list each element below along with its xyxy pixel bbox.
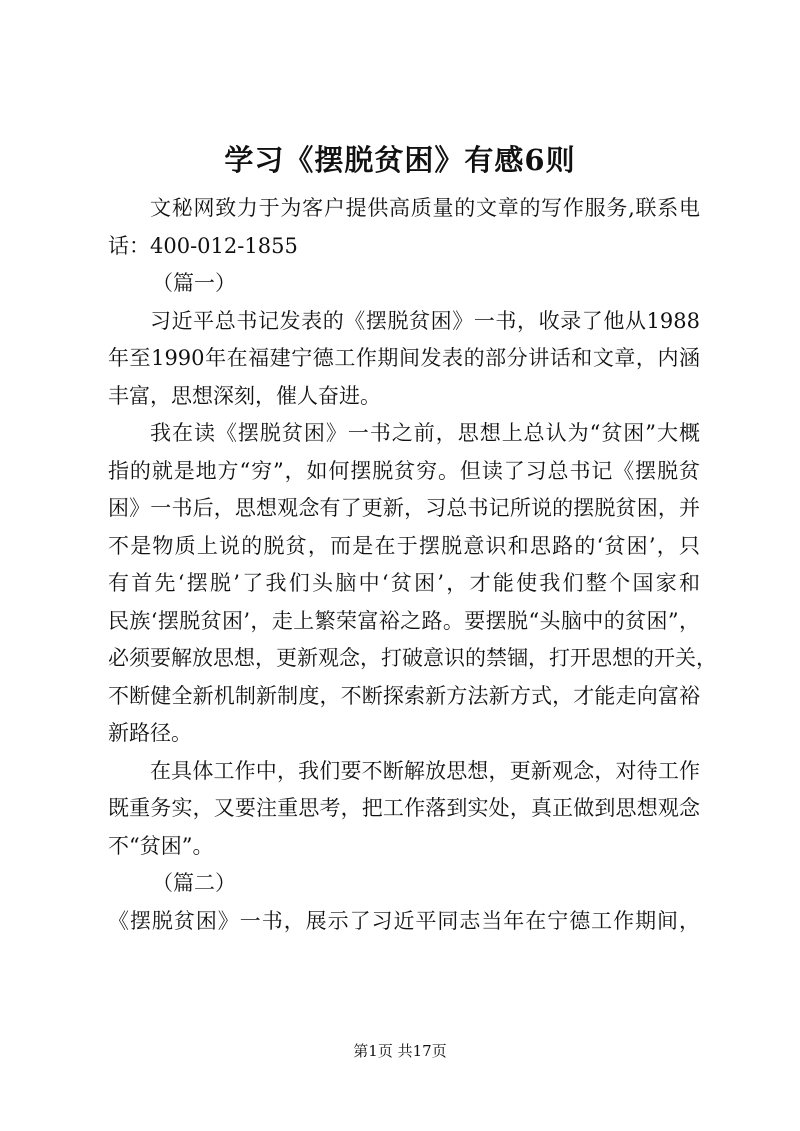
paragraph-line: 文秘网致力于为客户提供高质量的文章的写作服务,联系电 xyxy=(150,196,700,220)
section-heading: （篇二） xyxy=(152,871,236,895)
paragraph-line: 必须要解放思想，更新观念，打破意识的禁锢，打开思想的开关， xyxy=(108,646,717,670)
paragraph-line: 《摆脱贫困》一书，展示了习近平同志当年在宁德工作期间， xyxy=(108,908,700,933)
paragraph-line: 话：400-012-1855 xyxy=(108,233,298,258)
section-heading: （篇一） xyxy=(152,271,236,295)
paragraph-line: 既重务实，又要注重思考，把工作落到实处，真正做到思想观念 xyxy=(108,796,700,820)
paragraph-line: 困》一书后，思想观念有了更新，习总书记所说的摆脱贫困，并 xyxy=(108,496,700,520)
paragraph-line: 不断健全新机制新制度，不断探索新方法新方式，才能走向富裕 xyxy=(108,683,700,708)
paragraph-line: 指的就是地方“穷”，如何摆脱贫穷。但读了习总书记《摆脱贫 xyxy=(108,458,700,483)
paragraph-line: 民族‘摆脱贫困’，走上繁荣富裕之路。要摆脱“头脑中的贫困”， xyxy=(108,608,700,633)
paragraph-line: 不是物质上说的脱贫，而是在于摆脱意识和思路的‘贫困’，只 xyxy=(108,533,700,558)
page-footer: 第1页 共17页 xyxy=(353,1042,447,1060)
paragraph-line: 有首先‘摆脱’了我们头脑中‘贫困’，才能使我们整个国家和 xyxy=(108,571,700,595)
paragraph-line: 丰富，思想深刻，催人奋进。 xyxy=(108,383,381,408)
paragraph-line: 新路径。 xyxy=(108,721,192,745)
paragraph-line: 习近平总书记发表的《摆脱贫困》一书，收录了他从1988 xyxy=(150,308,700,333)
paragraph-line: 在具体工作中，我们要不断解放思想，更新观念，对待工作 xyxy=(150,758,700,783)
paragraph-line: 不“贫困”。 xyxy=(108,833,214,858)
paragraph-line: 我在读《摆脱贫困》一书之前，思想上总认为“贫困”大概 xyxy=(150,421,700,445)
document-title: 学习《摆脱贫困》有感6则 xyxy=(224,143,576,177)
document-body xyxy=(108,190,717,940)
paragraph-line: 年至1990年在福建宁德工作期间发表的部分讲话和文章，内涵 xyxy=(108,346,700,370)
